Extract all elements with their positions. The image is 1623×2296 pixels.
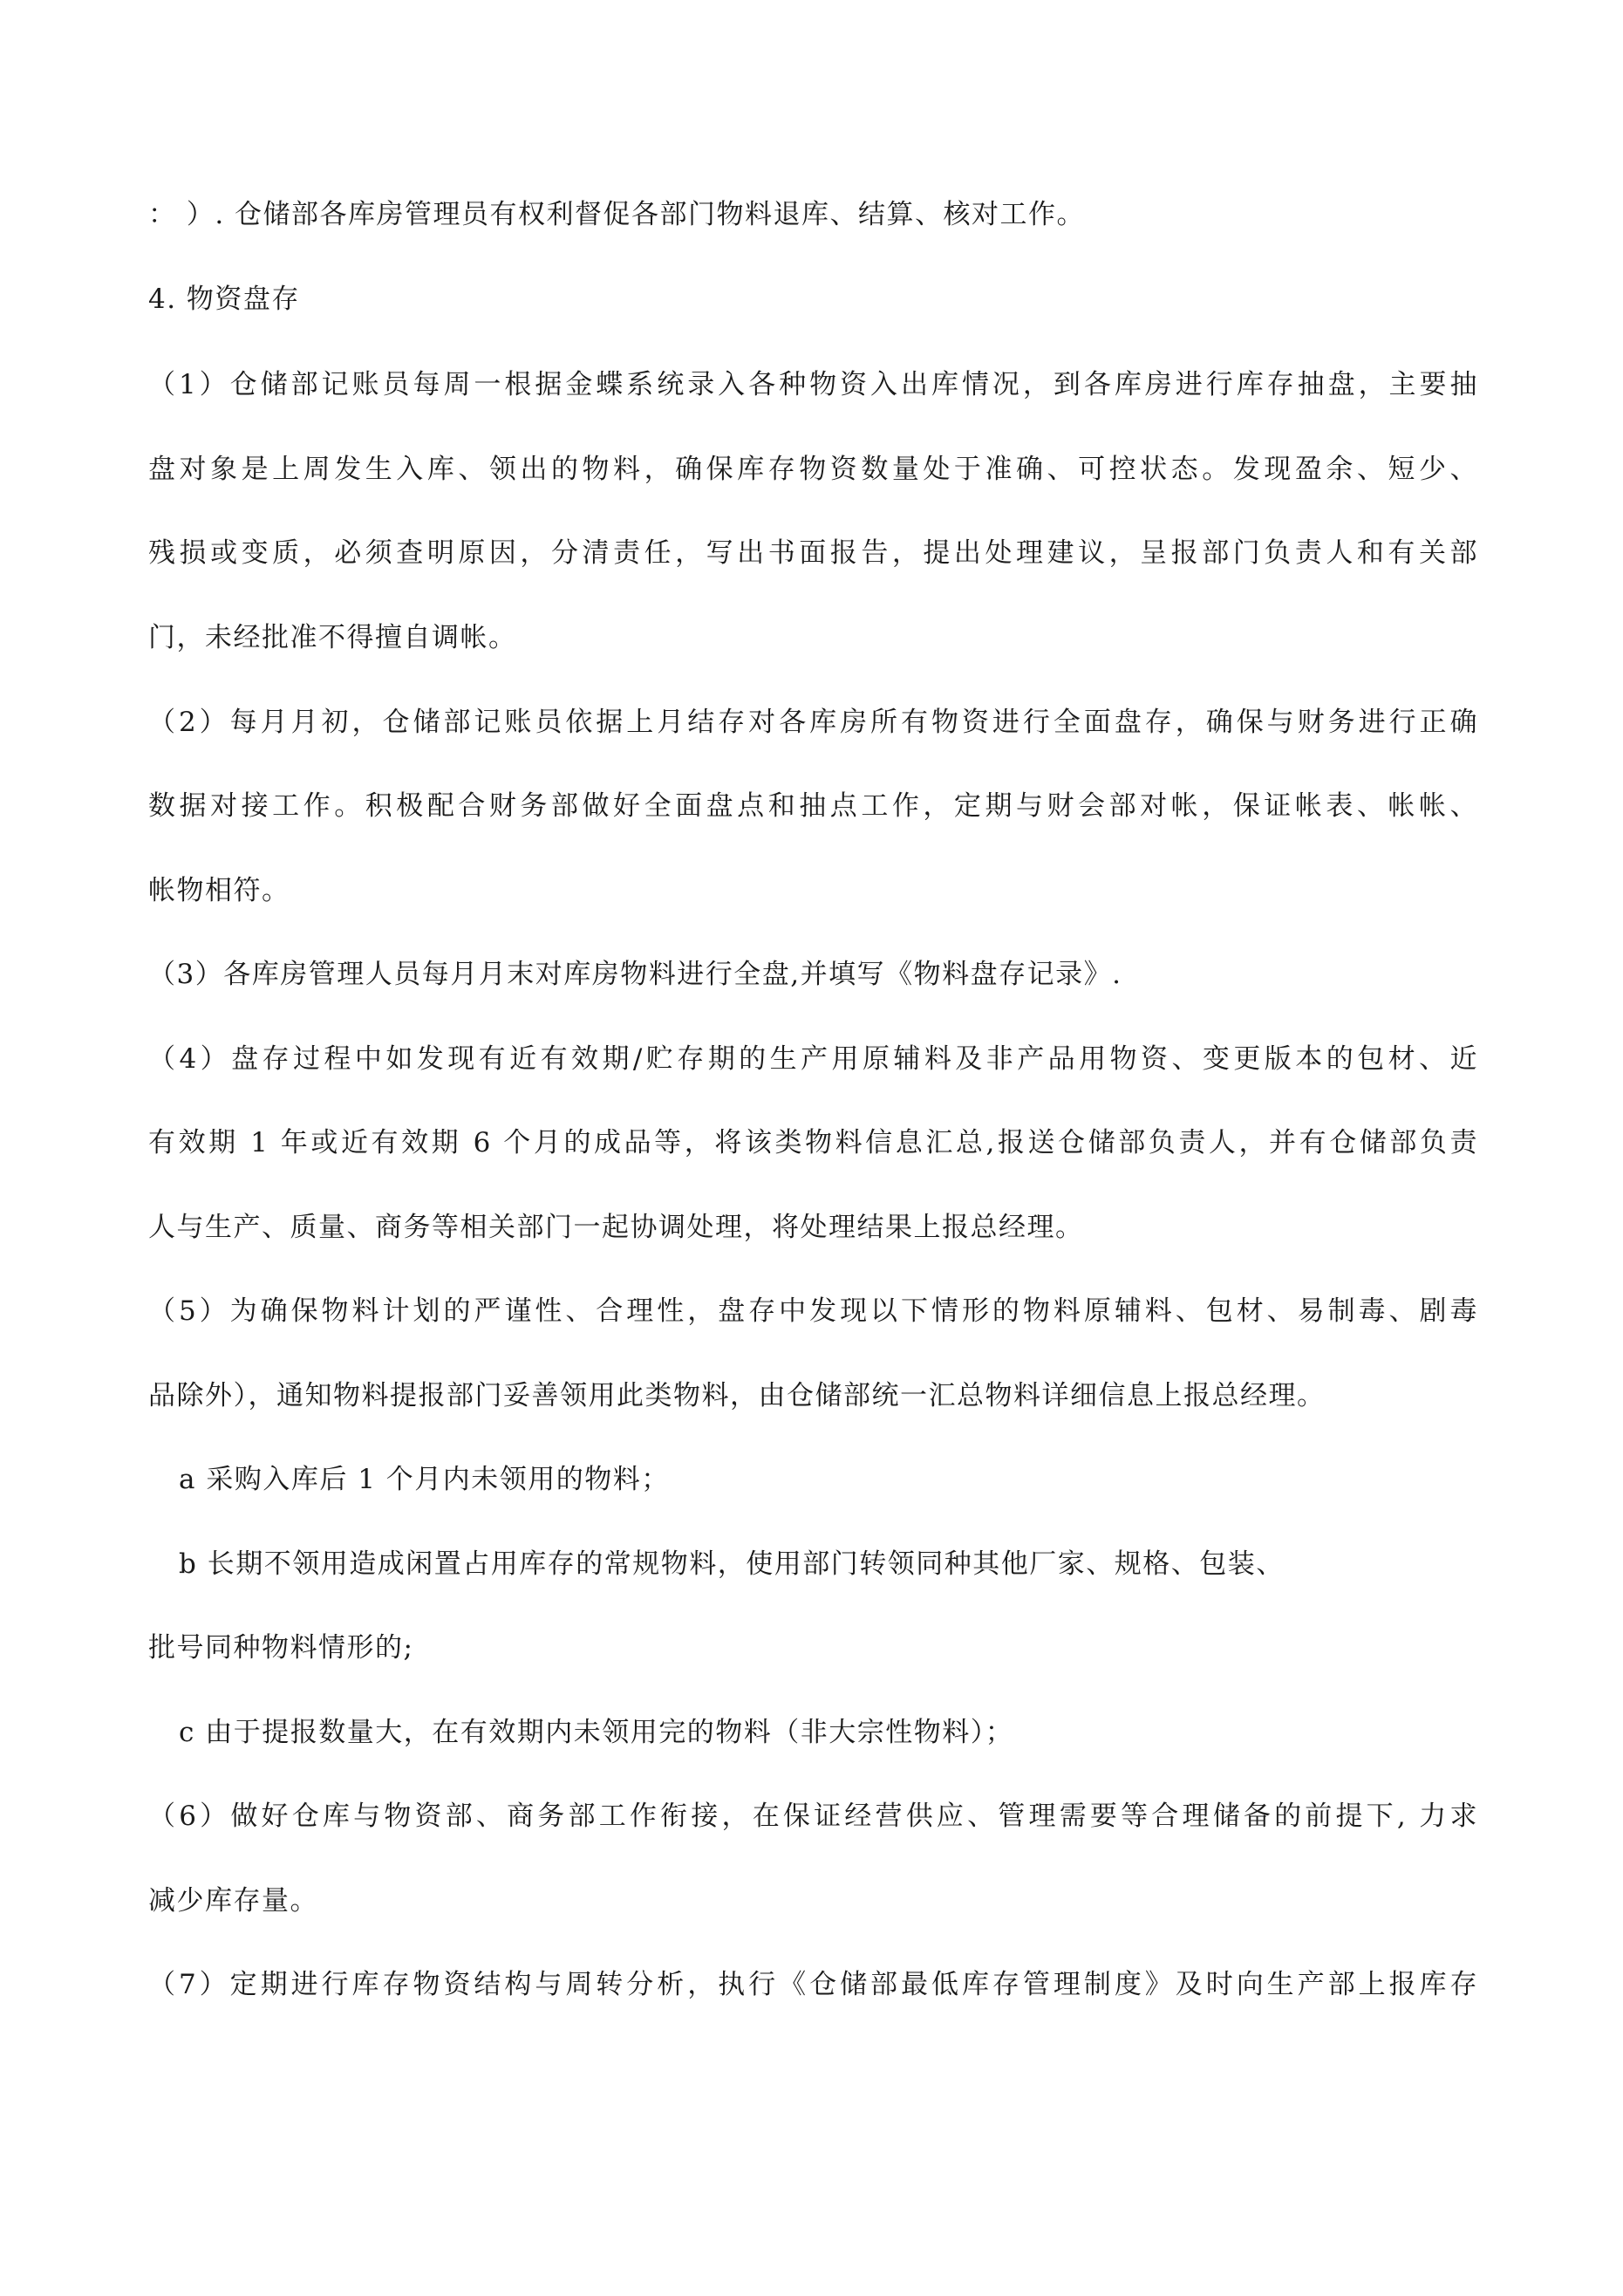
list-item: c 由于提报数量大，在有效期内未领用完的物料（非大宗性物料）；	[179, 1717, 1014, 1748]
paragraph-line: 帐物相符。	[148, 875, 290, 906]
list-item: a 采购入库后 1 个月内未领用的物料；	[179, 1464, 670, 1495]
paragraph-line: 人与生产、质量、商务等相关部门一起协调处理，将处理结果上报总经理。	[148, 1212, 1084, 1243]
paragraph-line: （3）各库房管理人员每月月末对库房物料进行全盘,并填写《物料盘存记录》.	[148, 959, 1122, 990]
paragraph-line: 残损或变质，必须查明原因，分清责任，写出书面报告，提出处理建议，呈报部门负责人和有关部	[148, 537, 1478, 569]
paragraph-line: 品除外），通知物料提报部门妥善领用此类物料，由仓储部统一汇总物料详细信息上报总经理。	[148, 1380, 1326, 1411]
paragraph-line: （5）为确保物料计划的严谨性、合理性，盘存中发现以下情形的物料原辅料、包材、易制毒、剧毒	[148, 1295, 1478, 1327]
paragraph-line: ： ）. 仓储部各库房管理员有权利督促各部门物料退库、结算、核对工作。	[148, 199, 1086, 230]
paragraph-line: 批号同种物料情形的;	[148, 1632, 414, 1664]
list-item: b 长期不领用造成闲置占用库存的常规物料，使用部门转领同种其他厂家、规格、包装、	[179, 1548, 1285, 1580]
paragraph-line: 有效期 1 年或近有效期 6 个月的成品等，将该类物料信息汇总,报送仓储部负责人，并有仓储部负责	[148, 1127, 1478, 1158]
paragraph-line: （7）定期进行库存物资结构与周转分析，执行《仓储部最低库存管理制度》及时向生产部上报库存	[148, 1969, 1478, 2000]
paragraph-line: 盘对象是上周发生入库、领出的物料，确保库存物资数量处于准确、可控状态。发现盈余、短少、	[148, 454, 1478, 485]
paragraph-line: 减少库存量。	[148, 1885, 318, 1917]
paragraph-line: 门，未经批准不得擅自调帐。	[148, 622, 517, 653]
paragraph-line: （2）每月月初，仓储部记账员依据上月结存对各库房所有物资进行全面盘存，确保与财务进行正确	[148, 707, 1478, 738]
paragraph-line: （4）盘存过程中如发现有近有效期/贮存期的生产用原辅料及非产品用物资、变更版本的包材、近	[148, 1043, 1478, 1075]
paragraph-line: 数据对接工作。积极配合财务部做好全面盘点和抽点工作，定期与财会部对帐，保证帐表、帐帐、	[148, 790, 1478, 822]
section-heading: 4. 物资盘存	[148, 284, 300, 315]
paragraph-line: （1）仓储部记账员每周一根据金蝶系统录入各种物资入出库情况，到各库房进行库存抽盘，主要抽	[148, 369, 1478, 400]
paragraph-line: （6）做好仓库与物资部、商务部工作衔接，在保证经营供应、管理需要等合理储备的前提下, 力求	[148, 1801, 1478, 1832]
